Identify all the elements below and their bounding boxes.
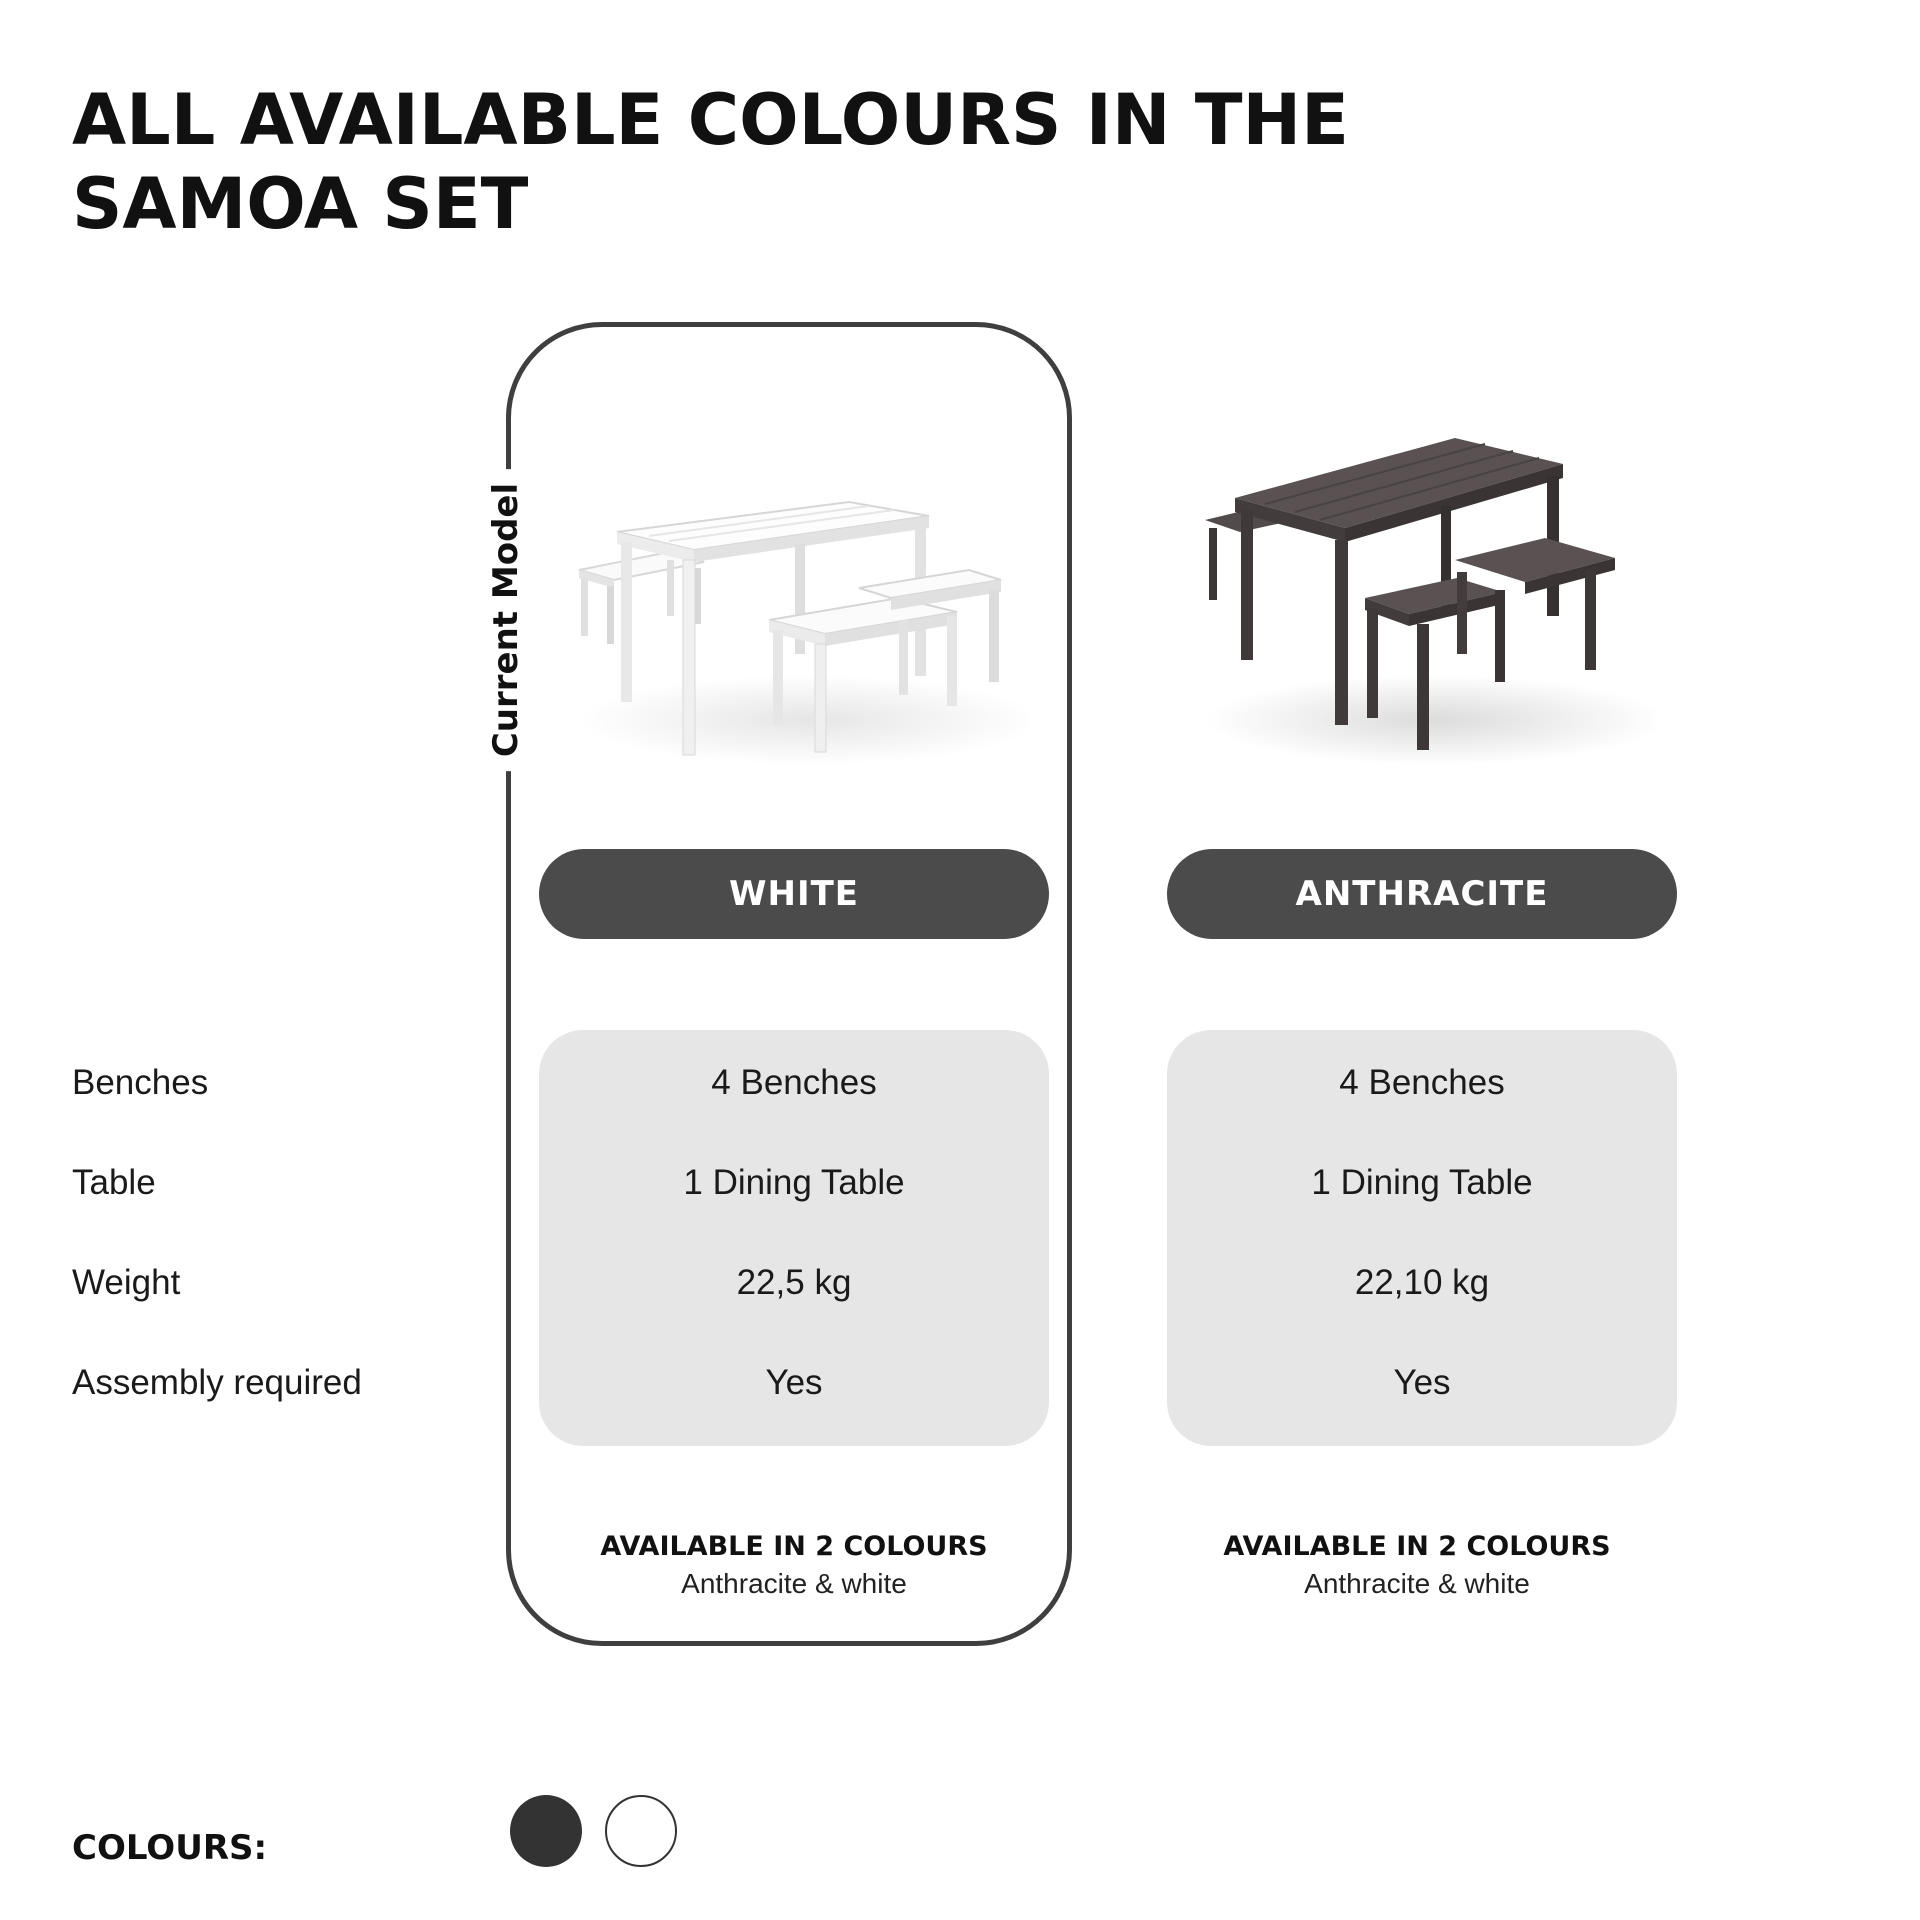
- spec-value-assembly: Yes: [765, 1363, 823, 1402]
- availability-subtitle: Anthracite & white: [681, 1568, 907, 1599]
- colour-swatch-anthracite[interactable]: [510, 1795, 582, 1867]
- anthracite-table-bench-set-image: [1195, 420, 1655, 780]
- spec-card-white: [539, 1030, 1049, 1446]
- current-model-label: Current Model: [486, 469, 526, 771]
- spec-card-anthracite: [1167, 1030, 1677, 1446]
- spec-value-benches: 4 Benches: [1339, 1063, 1505, 1102]
- availability-anthracite: [1162, 1530, 1672, 1604]
- spec-value-weight: 22,5 kg: [736, 1263, 852, 1302]
- colour-name-pill-anthracite: ANTHRACITE: [1167, 849, 1677, 939]
- availability-white: [539, 1530, 1049, 1604]
- spec-label-assembly: Assembly required: [72, 1363, 362, 1402]
- colours-label: COLOURS:: [72, 1828, 268, 1868]
- white-table-bench-set-illustration: [569, 420, 1029, 780]
- availability-title: AVAILABLE IN 2 COLOURS: [1223, 1531, 1611, 1562]
- spec-value-weight: 22,10 kg: [1354, 1263, 1490, 1302]
- anthracite-table-bench-set-illustration: [1195, 420, 1655, 780]
- spec-label-weight: Weight: [72, 1263, 181, 1302]
- spec-value-table: 1 Dining Table: [683, 1163, 905, 1202]
- colour-swatch-white[interactable]: [605, 1795, 677, 1867]
- spec-value-assembly: Yes: [1393, 1363, 1451, 1402]
- spec-label-benches: Benches: [72, 1063, 209, 1102]
- colour-name-pill-white: WHITE: [539, 849, 1049, 939]
- availability-title: AVAILABLE IN 2 COLOURS: [600, 1531, 988, 1562]
- white-table-bench-set-image: [569, 420, 1029, 780]
- spec-value-benches: 4 Benches: [711, 1063, 877, 1102]
- page-title: ALL AVAILABLE COLOURS IN THE SAMOA SET: [72, 79, 1349, 245]
- spec-label-table: Table: [72, 1163, 156, 1202]
- availability-subtitle: Anthracite & white: [1304, 1568, 1530, 1599]
- spec-value-table: 1 Dining Table: [1311, 1163, 1533, 1202]
